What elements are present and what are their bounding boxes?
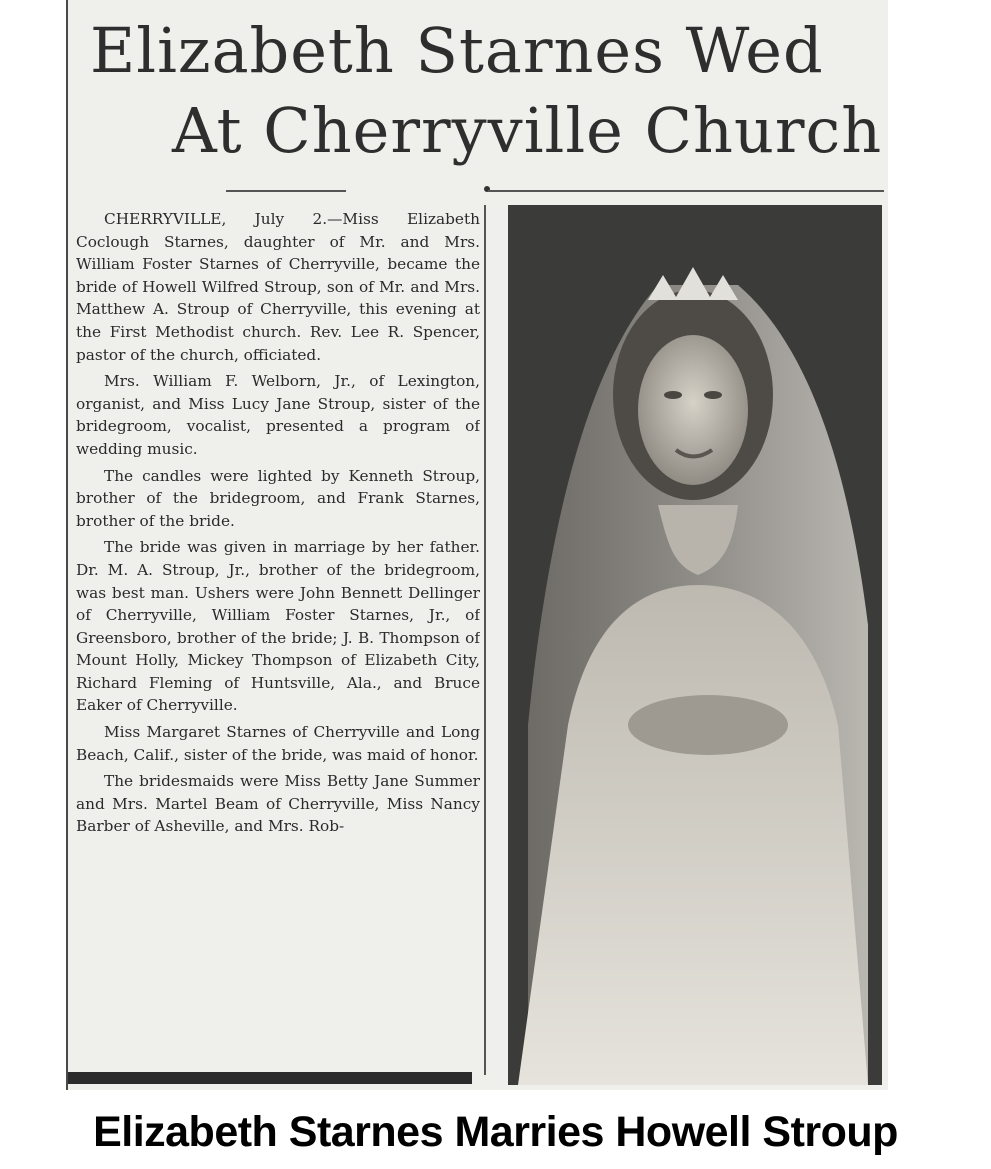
headline-rule-right: [488, 190, 884, 192]
headline-line-1: Elizabeth Starnes Wed: [90, 14, 824, 87]
bride-portrait-photo: [508, 205, 882, 1085]
bride-portrait-illustration: [508, 205, 882, 1085]
headline-rule-left: [226, 190, 346, 192]
article-paragraph: The bride was given in marriage by her father. Dr. M. A. Stroup, Jr., brother of the bridegroom, was best man. Ushers were John Bennett Dellinger of Cherryville, William Foster Starnes, Jr., of Greensboro, brother of the bride; J. B. Thompson of Mount Holly, Mickey Thompson of Elizabeth City, Richard Fleming of Huntsville, Ala., and Bruce Eaker of Cherryville.: [76, 538, 480, 715]
column-bottom-border: [68, 1072, 472, 1084]
newspaper-clipping: [66, 0, 888, 1090]
article-paragraph: Mrs. William F. Welborn, Jr., of Lexington, organist, and Miss Lucy Jane Stroup, sister of the bridegroom, vocalist, presented a program of wedding music.: [76, 372, 480, 458]
article-body: [76, 208, 480, 1068]
article-paragraph: The bridesmaids were Miss Betty Jane Summer and Mrs. Martel Beam of Cherryville, Miss Nancy Barber of Asheville, and Mrs. Rob-: [76, 772, 480, 836]
article-paragraph: The candles were lighted by Kenneth Stroup, brother of the bridegroom, and Frank Starnes, brother of the bride.: [76, 466, 480, 530]
headline-line-2: At Cherryville Church: [172, 94, 883, 167]
article-paragraph: CHERRYVILLE, July 2.—Miss Elizabeth Coclough Starnes, daughter of Mr. and Mrs. William Foster Starnes of Cherryville, became the bride of Howell Wilfred Stroup, son of Mr. and Mrs. Matthew A. Stroup of Cherryville, this evening at the First Methodist church. Rev. Lee R. Spencer, pastor of the church, officiated.: [76, 210, 480, 364]
article-paragraph: Miss Margaret Starnes of Cherryville and Long Beach, Calif., sister of the bride, was maid of honor.: [76, 723, 480, 764]
column-divider: [484, 205, 486, 1075]
caption-title: Elizabeth Starnes Marries Howell Stroup: [93, 1108, 898, 1156]
